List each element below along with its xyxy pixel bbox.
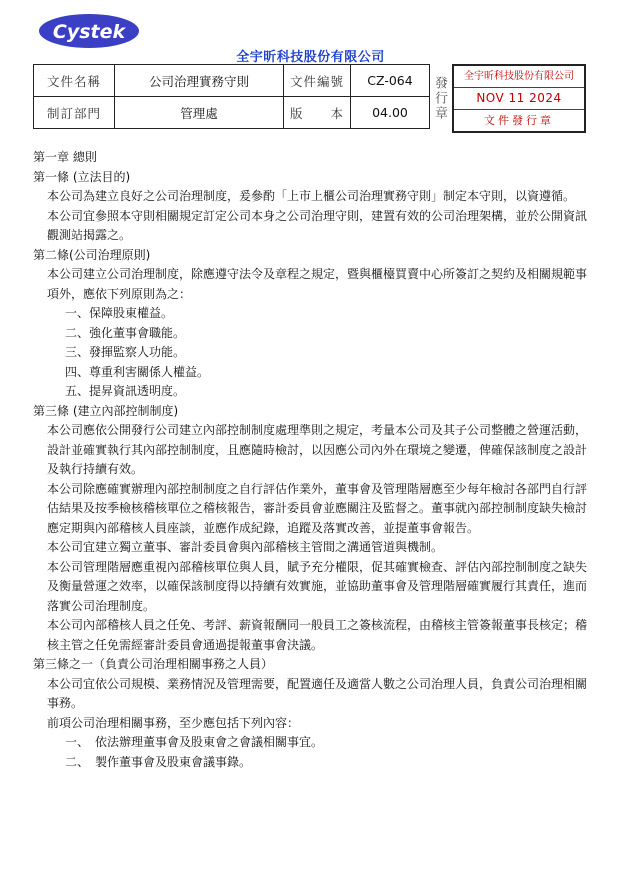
- document-header-table: [33, 64, 430, 129]
- list-item: 二、強化董事會職能。: [65, 325, 186, 340]
- logo-text: Cystek: [52, 21, 126, 43]
- list-item: 一、 依法辦理董事會及股東會之會議相關事宜。: [65, 735, 324, 749]
- paragraph: 本公司內部稽核人員之任免、考評、薪資報酬同一般員工之簽核流程，由稽核主管簽報董事長核定；稽核主管之任免需經審計委員會通過提報董事會決議。: [47, 618, 588, 652]
- stamp-text: 文件發行章: [484, 114, 554, 127]
- doc-no-label: 文件編號: [284, 65, 351, 97]
- doc-no-value: CZ-064: [351, 65, 430, 97]
- list-item: 四、尊重利害關係人權益。: [65, 364, 210, 379]
- section-heading: 第三條 (建立內部控制制度): [33, 403, 179, 418]
- version-value: 04.00: [351, 97, 430, 129]
- section-heading: 第三條之一（負責公司治理相關事務之人員）: [33, 657, 274, 671]
- list-item: 一、保障股東權益。: [65, 306, 174, 320]
- paragraph: 本公司宜依公司規模、業務情況及管理需要，配置適任及適當人數之公司治理人員，負責公司治理相關事務。: [47, 676, 588, 710]
- stamp-date: NOV 11 2024: [454, 88, 584, 110]
- company-logo: [38, 13, 140, 49]
- list-item: 五、提昇資訊透明度。: [65, 384, 186, 398]
- paragraph: 本公司管理階層應重視內部稽核單位與人員，賦予充分權限，促其確實檢查、評估內部控制制度之缺失及衡量營運之效率，以確保該制度得以持續有效實施，並協助董事會及管理階層確實履行其責任，進而落實公司治理制度。: [47, 559, 588, 613]
- section-heading: 第一章 總則: [33, 150, 97, 164]
- paragraph: 本公司應依公開發行公司建立內部控制制度處理準則之規定，考量本公司及其子公司整體之營運活動，設計並確實執行其內部控制制度，且應隨時檢討，以因應公司內外在環境之變遷，俾確保該制度之設計及執行持續有效。: [47, 423, 588, 476]
- stamp-company: 全宇昕科技股份有限公司: [454, 66, 584, 88]
- dept-label: 制訂部門: [34, 97, 115, 129]
- section-heading: 第二條(公司治理原則): [33, 247, 151, 262]
- paragraph: 本公司除應確實辦理內部控制制度之自行評估作業外，董事會及管理階層應至少每年檢討各部門自行評估結果及按季檢核稽核單位之稽核報告，審計委員會並應關注及監督之。董事就內部控制制度缺失檢討應定期與內部稽核人員座談，並應作成紀錄，追蹤及落實改善，並提董事會報告。: [47, 481, 588, 535]
- issue-stamp-label: 發行章: [432, 76, 447, 121]
- company-name: 全宇昕科技股份有限公司: [236, 50, 385, 65]
- doc-name-label: 文件名稱: [34, 65, 115, 97]
- document-body: [33, 148, 593, 772]
- list-item: 二、 製作董事會及股東會議事錄。: [65, 754, 252, 769]
- list-item: 三、發揮監察人功能。: [65, 345, 186, 359]
- section-heading: 第一條 (立法目的): [33, 169, 131, 184]
- paragraph: 本公司宜建立獨立董事、審計委員會與內部稽核主管間之溝通管道與機制。: [47, 540, 444, 554]
- paragraph: 本公司為建立良好之公司治理制度，爰參酌「上市上櫃公司治理實務守則」制定本守則，以資遵循。: [47, 189, 576, 203]
- dept-value: 管理處: [115, 97, 284, 129]
- version-label: 版 本: [284, 97, 351, 129]
- paragraph: 本公司宜參照本守則相關規定訂定公司本身之公司治理守則，建置有效的公司治理架構，並於公開資訊觀測站揭露之。: [47, 208, 588, 242]
- issue-stamp: [452, 64, 586, 133]
- paragraph: 前項公司治理相關事務，至少應包括下列內容：: [47, 715, 300, 730]
- paragraph: 本公司建立公司治理制度，除應遵守法令及章程之規定，暨與櫃檯買賣中心所簽訂之契約及相關規範事項外，應依下列原則為之：: [47, 267, 588, 301]
- cystek-logo-icon: [38, 13, 140, 49]
- doc-name-value: 公司治理實務守則: [115, 65, 284, 97]
